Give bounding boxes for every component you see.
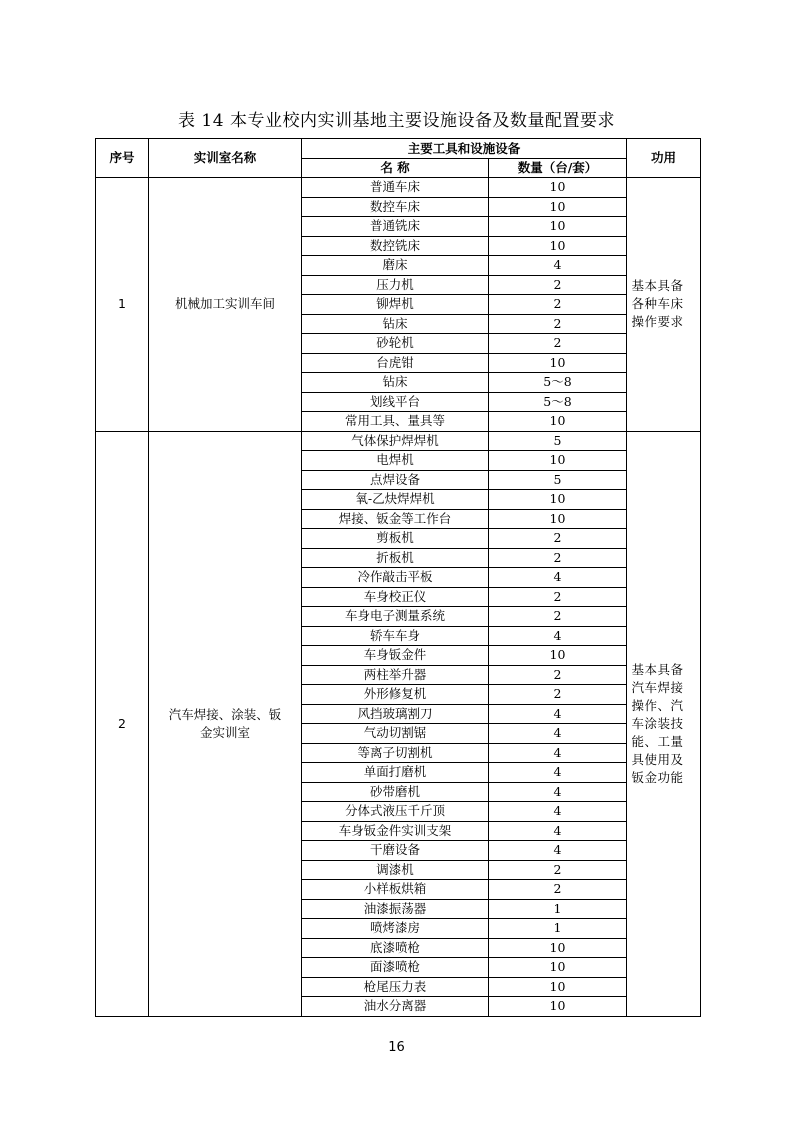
equipment-name: 轿车车身 bbox=[302, 626, 489, 646]
equipment-quantity: 2 bbox=[489, 607, 627, 627]
equipment-quantity: 2 bbox=[489, 665, 627, 685]
equipment-quantity: 4 bbox=[489, 763, 627, 783]
equipment-name: 普通铣床 bbox=[302, 217, 489, 237]
equipment-quantity: 10 bbox=[489, 451, 627, 471]
equipment-quantity: 10 bbox=[489, 646, 627, 666]
table-body bbox=[96, 178, 701, 1017]
table-row bbox=[96, 431, 701, 451]
equipment-quantity: 4 bbox=[489, 821, 627, 841]
equipment-name: 等离子切割机 bbox=[302, 743, 489, 763]
equipment-name: 车身校正仪 bbox=[302, 587, 489, 607]
equipment-name: 压力机 bbox=[302, 275, 489, 295]
equipment-quantity: 4 bbox=[489, 568, 627, 588]
equipment-name: 调漆机 bbox=[302, 860, 489, 880]
header-quantity: 数量（台/套） bbox=[489, 159, 627, 178]
equipment-quantity: 4 bbox=[489, 743, 627, 763]
equipment-quantity: 4 bbox=[489, 841, 627, 861]
equipment-quantity: 2 bbox=[489, 295, 627, 315]
equipment-quantity: 10 bbox=[489, 490, 627, 510]
equipment-name: 气动切割锯 bbox=[302, 724, 489, 744]
equipment-quantity: 4 bbox=[489, 704, 627, 724]
equipment-quantity: 2 bbox=[489, 880, 627, 900]
section-function bbox=[627, 178, 701, 432]
equipment-quantity: 2 bbox=[489, 587, 627, 607]
equipment-quantity: 4 bbox=[489, 802, 627, 822]
page-number: 16 bbox=[388, 1040, 405, 1055]
section-index: 1 bbox=[96, 178, 149, 432]
equipment-quantity: 2 bbox=[489, 548, 627, 568]
equipment-quantity: 2 bbox=[489, 275, 627, 295]
equipment-name: 油水分离器 bbox=[302, 997, 489, 1017]
equipment-name: 普通车床 bbox=[302, 178, 489, 198]
equipment-name: 枪尾压力表 bbox=[302, 977, 489, 997]
equipment-name: 电焊机 bbox=[302, 451, 489, 471]
equipment-quantity: 10 bbox=[489, 353, 627, 373]
equipment-name: 分体式液压千斤顶 bbox=[302, 802, 489, 822]
equipment-quantity: 4 bbox=[489, 256, 627, 276]
equipment-name: 车身电子测量系统 bbox=[302, 607, 489, 627]
equipment-name: 车身钣金件实训支架 bbox=[302, 821, 489, 841]
table-title: 表 14 本专业校内实训基地主要设施设备及数量配置要求 bbox=[178, 111, 615, 131]
section-function bbox=[627, 431, 701, 1016]
equipment-name: 铆焊机 bbox=[302, 295, 489, 315]
header-index: 序号 bbox=[96, 139, 149, 178]
equipment-name: 磨床 bbox=[302, 256, 489, 276]
equipment-name: 砂带磨机 bbox=[302, 782, 489, 802]
equipment-quantity: 5～8 bbox=[489, 392, 627, 412]
equipment-quantity: 4 bbox=[489, 626, 627, 646]
equipment-quantity: 5 bbox=[489, 470, 627, 490]
equipment-name: 干磨设备 bbox=[302, 841, 489, 861]
equipment-quantity: 10 bbox=[489, 217, 627, 237]
equipment-quantity: 10 bbox=[489, 178, 627, 198]
equipment-name: 数控车床 bbox=[302, 197, 489, 217]
equipment-quantity: 10 bbox=[489, 997, 627, 1017]
equipment-name: 小样板烘箱 bbox=[302, 880, 489, 900]
equipment-name: 氧-乙炔焊焊机 bbox=[302, 490, 489, 510]
equipment-name: 剪板机 bbox=[302, 529, 489, 549]
equipment-name: 单面打磨机 bbox=[302, 763, 489, 783]
equipment-quantity: 10 bbox=[489, 509, 627, 529]
header-room: 实训室名称 bbox=[149, 139, 302, 178]
equipment-quantity: 10 bbox=[489, 977, 627, 997]
equipment-name: 点焊设备 bbox=[302, 470, 489, 490]
room-name-text: 机械加工实训车间 bbox=[174, 296, 275, 312]
equipment-name: 焊接、钣金等工作台 bbox=[302, 509, 489, 529]
equipment-name: 冷作敲击平板 bbox=[302, 568, 489, 588]
equipment-name: 数控铣床 bbox=[302, 236, 489, 256]
equipment-name: 钻床 bbox=[302, 373, 489, 393]
equipment-quantity: 4 bbox=[489, 724, 627, 744]
equipment-quantity: 10 bbox=[489, 938, 627, 958]
equipment-name: 气体保护焊焊机 bbox=[302, 431, 489, 451]
room-name-text: 汽车焊接、涂装、钣金实训室 bbox=[168, 706, 282, 740]
equipment-quantity: 1 bbox=[489, 899, 627, 919]
equipment-name: 台虎钳 bbox=[302, 353, 489, 373]
equipment-quantity: 4 bbox=[489, 782, 627, 802]
equipment-name: 外形修复机 bbox=[302, 685, 489, 705]
section-index: 2 bbox=[96, 431, 149, 1016]
equipment-name: 油漆振荡器 bbox=[302, 899, 489, 919]
equipment-name: 折板机 bbox=[302, 548, 489, 568]
section-room-name bbox=[149, 178, 302, 432]
equipment-name: 面漆喷枪 bbox=[302, 958, 489, 978]
equipment-quantity: 2 bbox=[489, 685, 627, 705]
equipment-table bbox=[95, 138, 701, 1017]
equipment-name: 喷烤漆房 bbox=[302, 919, 489, 939]
equipment-name: 风挡玻璃割刀 bbox=[302, 704, 489, 724]
equipment-quantity: 10 bbox=[489, 236, 627, 256]
equipment-quantity: 1 bbox=[489, 919, 627, 939]
equipment-quantity: 2 bbox=[489, 529, 627, 549]
equipment-name: 底漆喷枪 bbox=[302, 938, 489, 958]
equipment-quantity: 2 bbox=[489, 334, 627, 354]
equipment-name: 车身钣金件 bbox=[302, 646, 489, 666]
header-equipment-group: 主要工具和设施设备 bbox=[302, 139, 627, 159]
equipment-quantity: 2 bbox=[489, 860, 627, 880]
equipment-quantity: 10 bbox=[489, 958, 627, 978]
equipment-quantity: 5 bbox=[489, 431, 627, 451]
header-function: 功用 bbox=[627, 139, 701, 178]
equipment-quantity: 10 bbox=[489, 197, 627, 217]
equipment-quantity: 2 bbox=[489, 314, 627, 334]
function-text: 基本具备各种车床操作要求 bbox=[631, 278, 684, 330]
function-text: 基本具备汽车焊接操作、汽车涂装技能、工量具使用及钣金功能 bbox=[631, 661, 684, 785]
equipment-quantity: 10 bbox=[489, 412, 627, 432]
equipment-name: 砂轮机 bbox=[302, 334, 489, 354]
equipment-name: 划线平台 bbox=[302, 392, 489, 412]
header-name: 名 称 bbox=[302, 159, 489, 178]
table-row bbox=[96, 178, 701, 198]
equipment-name: 钻床 bbox=[302, 314, 489, 334]
equipment-name: 两柱举升器 bbox=[302, 665, 489, 685]
section-room-name bbox=[149, 431, 302, 1016]
equipment-quantity: 5～8 bbox=[489, 373, 627, 393]
equipment-name: 常用工具、量具等 bbox=[302, 412, 489, 432]
